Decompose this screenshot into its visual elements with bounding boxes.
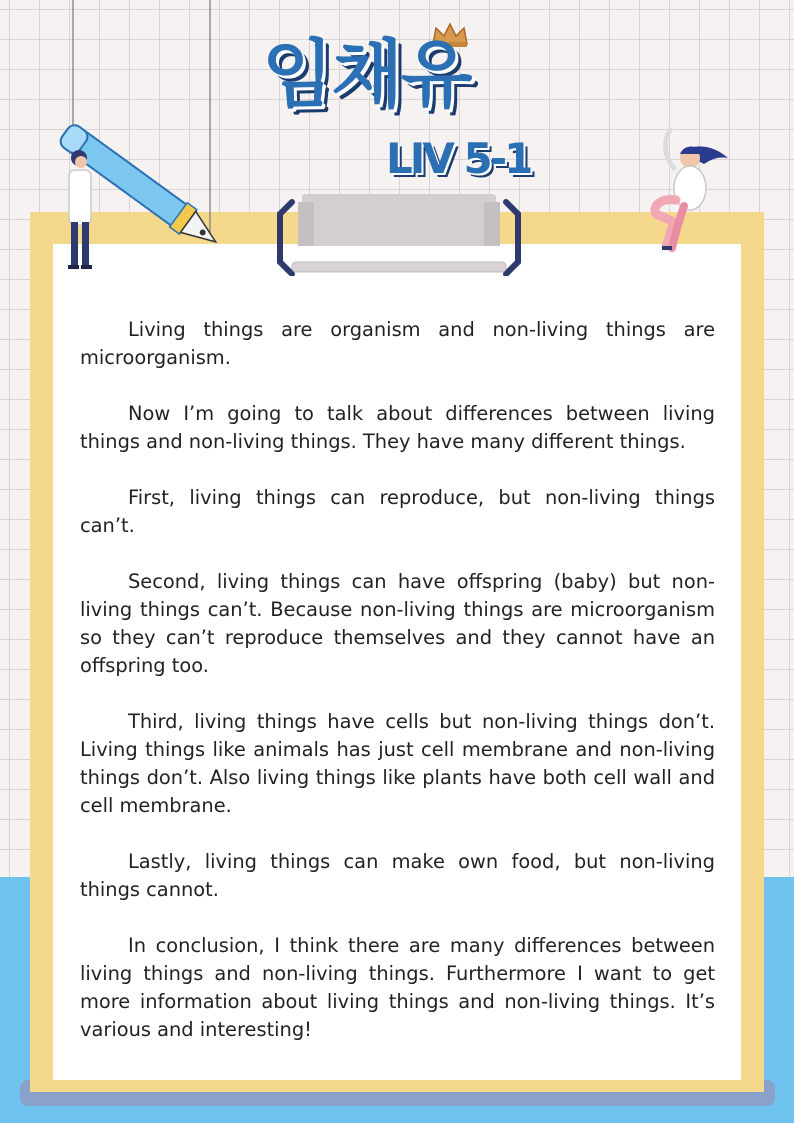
student-name-title: 임채유 — [262, 32, 471, 118]
essay-paragraph: First, living things can reproduce, but non-living things can’t. — [80, 486, 715, 537]
essay-paragraph: Third, living things have cells but non-living things don’t. Living things like animals has just cell membrane and non-living things don’t. Also living things like plants have both cell wall and cell membrane. — [80, 710, 715, 817]
essay-paragraph: In conclusion, I think there are many differences between living things and non-living things. Furthermore I want to get more information about living things and non-living things. It’s various and interesting! — [80, 934, 715, 1041]
sitting-woman-icon — [640, 122, 735, 257]
level-subtitle: LIV 5-1 — [386, 134, 531, 183]
essay-paragraph: Living things are organism and non-living things are microorganism. — [80, 318, 715, 369]
essay-body — [80, 316, 715, 1072]
person-with-pen-icon — [55, 118, 235, 273]
essay-paragraph: Now I’m going to talk about differences between living things and non-living things. They have many different things. — [80, 402, 715, 453]
essay-paragraph: Second, living things can have offspring (baby) but non-living things can’t. Because non-living things are microorganism so they can’t reproduce themselves and they cannot have an offspring too. — [80, 570, 715, 677]
essay-paragraph: Lastly, living things can make own food, but non-living things cannot. — [80, 850, 715, 901]
clipboard-clip-icon — [276, 192, 522, 276]
